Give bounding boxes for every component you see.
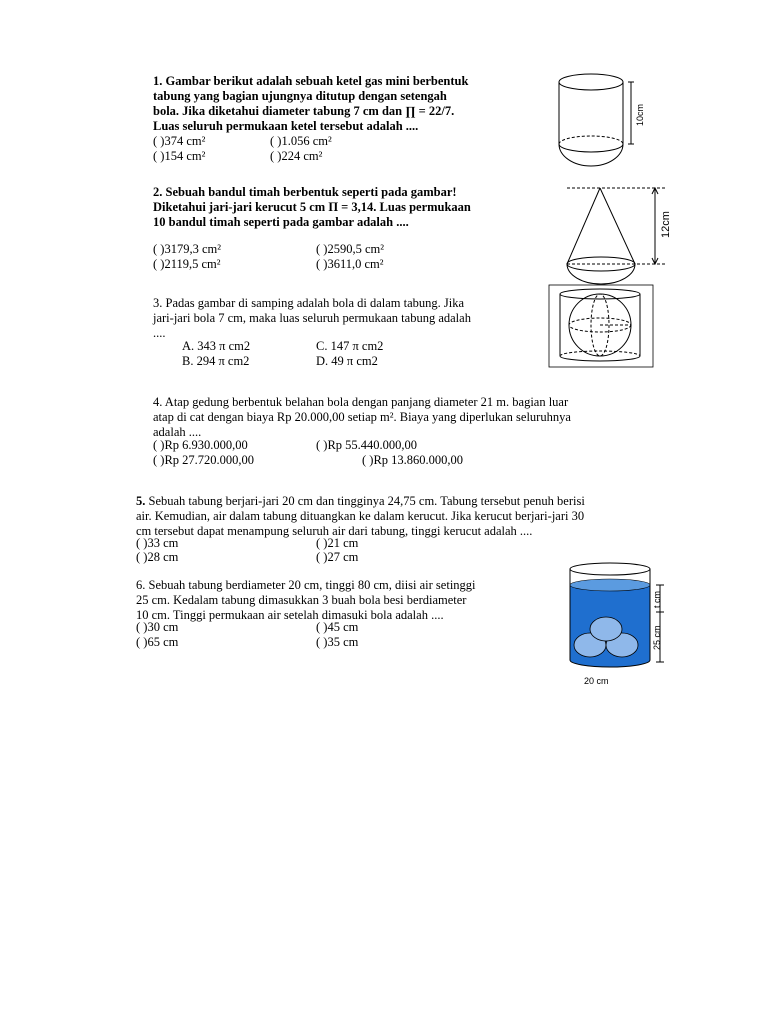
question-line: adalah ....: [153, 425, 202, 439]
q6-option-d[interactable]: ( )35 cm: [316, 635, 359, 649]
q4-option-c[interactable]: ( )Rp 27.720.000,00: [153, 453, 255, 467]
q1-option-a[interactable]: ( )374 cm²: [153, 134, 206, 148]
iron-ball: [590, 617, 622, 641]
question-line: [136, 494, 585, 509]
q6-option-a[interactable]: ( )30 cm: [136, 620, 179, 634]
question-line: 3. Padas gambar di samping adalah bola di dalam tabung. Jika: [153, 296, 465, 310]
question-line: 25 cm. Kedalam tabung dimasukkan 3 buah bola besi berdiameter: [136, 593, 467, 607]
question-4-text: [153, 395, 571, 440]
question-line: bola. Jika diketahui diameter tabung 7 cm dan ∏ = 22/7.: [153, 104, 455, 118]
q5-option-c[interactable]: ( )28 cm: [136, 550, 179, 564]
rise-label: t cm: [652, 591, 662, 608]
q2-option-c[interactable]: ( )2119,5 cm²: [153, 257, 221, 271]
q2-option-d[interactable]: ( )3611,0 cm²: [316, 257, 384, 271]
question-line: 2. Sebuah bandul timah berbentuk seperti pada gambar!: [153, 185, 457, 199]
question-1-text: [153, 74, 468, 134]
q2-option-a[interactable]: ( )3179,3 cm²: [153, 242, 221, 256]
question-line: 6. Sebuah tabung berdiameter 20 cm, tinggi 80 cm, diisi air setinggi: [136, 578, 476, 592]
q3-option-b[interactable]: B. 294 π cm2: [182, 354, 250, 368]
pendulum-cone-figure: [555, 182, 685, 290]
question-3-text: [153, 296, 471, 341]
q3-option-a[interactable]: A. 343 π cm2: [182, 339, 251, 353]
q5-option-d[interactable]: ( )27 cm: [316, 550, 359, 564]
question-2-text: [153, 185, 471, 230]
q3-option-c[interactable]: C. 147 π cm2: [316, 339, 384, 353]
q6-option-c[interactable]: ( )65 cm: [136, 635, 179, 649]
cone-height-label: 12cm: [660, 211, 672, 238]
question-5-text: [136, 494, 585, 539]
q1-option-c[interactable]: ( )154 cm²: [153, 149, 206, 163]
question-6-text: [136, 578, 476, 623]
sphere-in-cylinder-figure: [548, 284, 654, 368]
q1-option-b[interactable]: ( )1.056 cm²: [270, 134, 332, 148]
q5-option-a[interactable]: ( )33 cm: [136, 536, 179, 550]
q3-option-d[interactable]: D. 49 π cm2: [316, 354, 378, 368]
q6-option-b[interactable]: ( )45 cm: [316, 620, 359, 634]
question-line-text: Sebuah tabung berjari-jari 20 cm dan tingginya 24,75 cm. Tabung tersebut penuh berisi: [145, 494, 585, 508]
q4-option-a[interactable]: ( )Rp 6.930.000,00: [153, 438, 248, 452]
question-line: ....: [153, 326, 166, 340]
q4-option-b[interactable]: ( )Rp 55.440.000,00: [316, 438, 418, 452]
question-5-number: 5.: [136, 494, 146, 508]
kettle-cylinder-figure: [548, 66, 648, 172]
q2-option-b[interactable]: ( )2590,5 cm²: [316, 242, 384, 256]
question-line: jari-jari bola 7 cm, maka luas seluruh permukaan tabung adalah: [153, 311, 471, 325]
question-line: cm tersebut dapat menampung seluruh air dari tabung, tinggi kerucut adalah ....: [136, 524, 533, 538]
question-line: atap di cat dengan biaya Rp 20.000,00 setiap m². Biaya yang diperlukan seluruhnya: [153, 410, 571, 424]
question-line: 10 bandul timah seperti pada gambar adalah ....: [153, 215, 409, 229]
question-line: 10 cm. Tinggi permukaan air setelah dimasuki bola adalah ....: [136, 608, 444, 622]
q5-option-b[interactable]: ( )21 cm: [316, 536, 359, 550]
q4-option-d[interactable]: ( )Rp 13.860.000,00: [362, 453, 464, 467]
question-line: tabung yang bagian ujungnya ditutup dengan setengah: [153, 89, 447, 103]
diameter-label: 20 cm: [584, 676, 609, 686]
water-height-label: 25 cm: [652, 625, 662, 650]
question-line: Diketahui jari-jari kerucut 5 cm Π = 3,14. Luas permukaan: [153, 200, 471, 214]
question-line: 1. Gambar berikut adalah sebuah ketel gas mini berbentuk: [153, 74, 469, 88]
question-line: 4. Atap gedung berbentuk belahan bola dengan panjang diameter 21 m. bagian luar: [153, 395, 569, 409]
water-tank-figure: [560, 560, 680, 690]
kettle-height-label: 10cm: [635, 103, 645, 126]
question-line: Luas seluruh permukaan ketel tersebut adalah ....: [153, 119, 419, 133]
question-line: air. Kemudian, air dalam tabung dituangkan ke dalam kerucut. Jika kerucut berjari-jari 30: [136, 509, 585, 523]
q1-option-d[interactable]: ( )224 cm²: [270, 149, 323, 163]
